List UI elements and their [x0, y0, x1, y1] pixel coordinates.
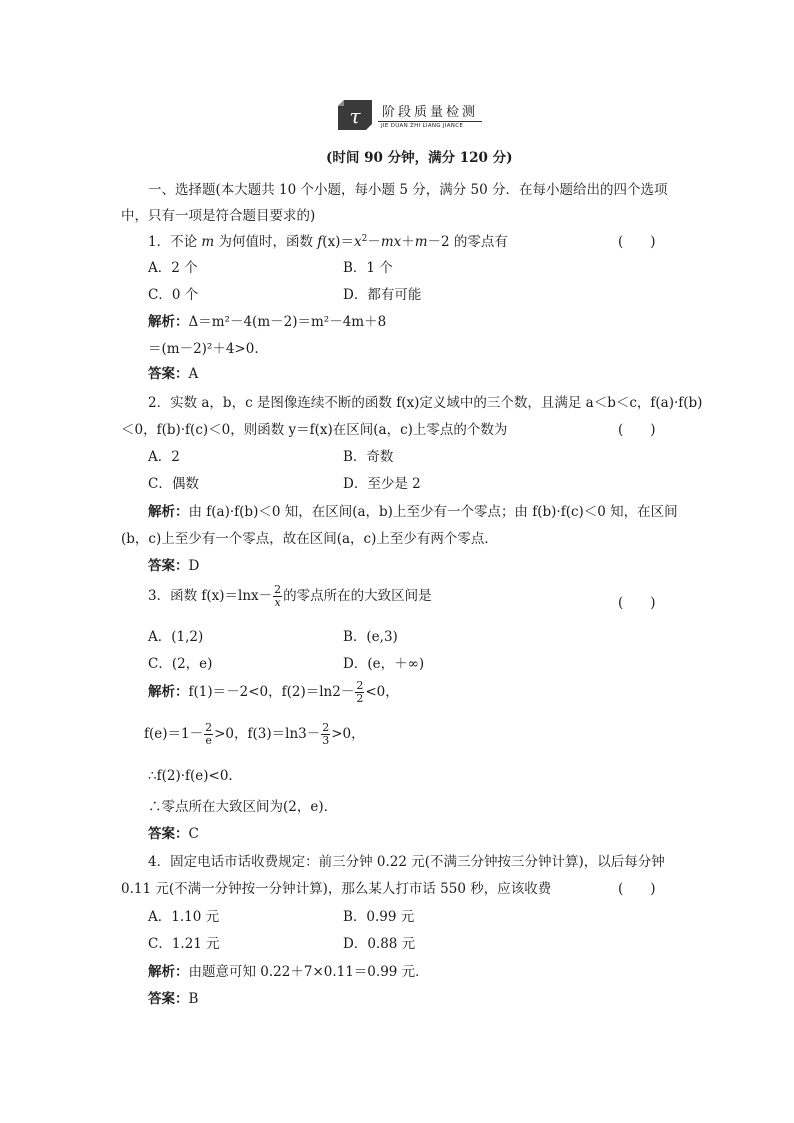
- answer-blank: ( ): [618, 234, 656, 250]
- q2-option-d: D．至少是 2: [343, 476, 421, 492]
- fraction: $\frac{2}{x}$: [274, 583, 282, 609]
- q1-option-d: D．都有可能: [343, 287, 422, 303]
- answer-blank: ( ): [618, 422, 656, 438]
- q4-option-a: A．1.10 元: [148, 909, 220, 925]
- q3-option-a: A．(1,2): [148, 629, 204, 645]
- exam-info: (时间 90 分钟，满分 120 分): [326, 150, 513, 166]
- section-logo-icon: [338, 100, 372, 130]
- fraction: $\frac{2}{2}$: [356, 679, 364, 705]
- header-subtitle: JIE DUAN ZHI LIANG JIANCE: [381, 123, 464, 129]
- q2-option-b: B．奇数: [343, 449, 394, 465]
- answer-blank: ( ): [618, 595, 656, 611]
- q3-analysis-line4: ∴零点所在大致区间为(2，e)．: [148, 799, 338, 815]
- q2-analysis: 解析：由 f(a)·f(b)＜0 知，在区间(a，b)上至少有一个零点；由 f(b)·f(c)＜0 知，在区间: [148, 504, 678, 520]
- q1-analysis: 解析：Δ＝m²－4(m－2)＝m²－4m＋8: [148, 314, 387, 330]
- q2-answer: 答案：D: [148, 558, 200, 574]
- fraction: $\frac{2}{3}$: [322, 721, 330, 747]
- q1-option-b: B．1 个: [343, 260, 393, 276]
- q2-option-a: A．2: [148, 449, 180, 465]
- logo-glyph: τ: [349, 104, 361, 128]
- header-divider: [378, 121, 482, 122]
- answer-blank: ( ): [618, 881, 656, 897]
- q4-answer: 答案：B: [148, 991, 199, 1007]
- q3-analysis: 解析：f(1)＝－2<0，f(2)＝ln2－ $\frac{2}{2}$ <0，: [148, 679, 399, 705]
- question-2-stem-line1: 2．实数 a，b，c 是图像连续不断的函数 f(x)定义域中的三个数，且满足 a＜b＜c，f(a)·f(b): [148, 395, 703, 411]
- q2-option-c: C．偶数: [148, 476, 199, 492]
- q4-analysis: 解析：由题意可知 0.22＋7×0.11＝0.99 元．: [148, 964, 429, 980]
- question-3-stem: 3．函数 f(x)＝lnx－ $\frac{2}{x}$ 的零点所在的大致区间是: [148, 583, 432, 609]
- question-2-stem-line2: ＜0，f(b)·f(c)＜0，则函数 y＝f(x)在区间(a，c)上零点的个数为: [121, 422, 508, 438]
- section-heading-line2: 中，只有一项是符合题目要求的): [121, 208, 316, 224]
- question-4-stem-line2: 0.11 元(不满一分钟按一分钟计算)，那么某人打市话 550 秒，应该收费: [121, 881, 552, 897]
- q3-analysis-line2: f(e)＝1－ $\frac{2}{e}$ >0，f(3)＝ln3－ $\frac{2}{3}$ >0，: [144, 721, 365, 747]
- q4-option-b: B．0.99 元: [343, 909, 415, 925]
- q1-option-a: A．2 个: [148, 260, 198, 276]
- q3-answer: 答案：C: [148, 826, 199, 842]
- q3-option-b: B．(e,3): [343, 629, 398, 645]
- q3-option-c: C．(2，e): [148, 656, 213, 672]
- question-4-stem-line1: 4．固定电话市话收费规定：前三分钟 0.22 元(不满三分钟按三分钟计算)，以后每分钟: [148, 854, 665, 870]
- fraction: $\frac{2}{e}$: [205, 721, 213, 747]
- q4-option-d: D．0.88 元: [343, 936, 416, 952]
- q1-analysis-line2: ＝(m－2)²＋4>0.: [148, 341, 259, 357]
- question-1-stem: 1．不论 m 为何值时，函数 $f(x)=x^2-mx+m-2$ 的零点有: [148, 234, 508, 250]
- q1-answer: 答案：A: [148, 366, 199, 382]
- header-title: 阶段质量检测: [382, 105, 479, 120]
- q3-option-d: D．(e，＋∞): [343, 656, 425, 672]
- q3-analysis-line3: ∴f(2)·f(e)<0.: [148, 768, 233, 784]
- q4-option-c: C．1.21 元: [148, 936, 220, 952]
- q1-option-c: C．0 个: [148, 287, 199, 303]
- section-heading-line1: 一、选择题(本大题共 10 个小题，每小题 5 分，满分 50 分．在每小题给出的四个选项: [148, 182, 668, 198]
- q2-analysis-line2: (b，c)上至少有一个零点，故在区间(a，c)上至少有两个零点．: [121, 531, 498, 547]
